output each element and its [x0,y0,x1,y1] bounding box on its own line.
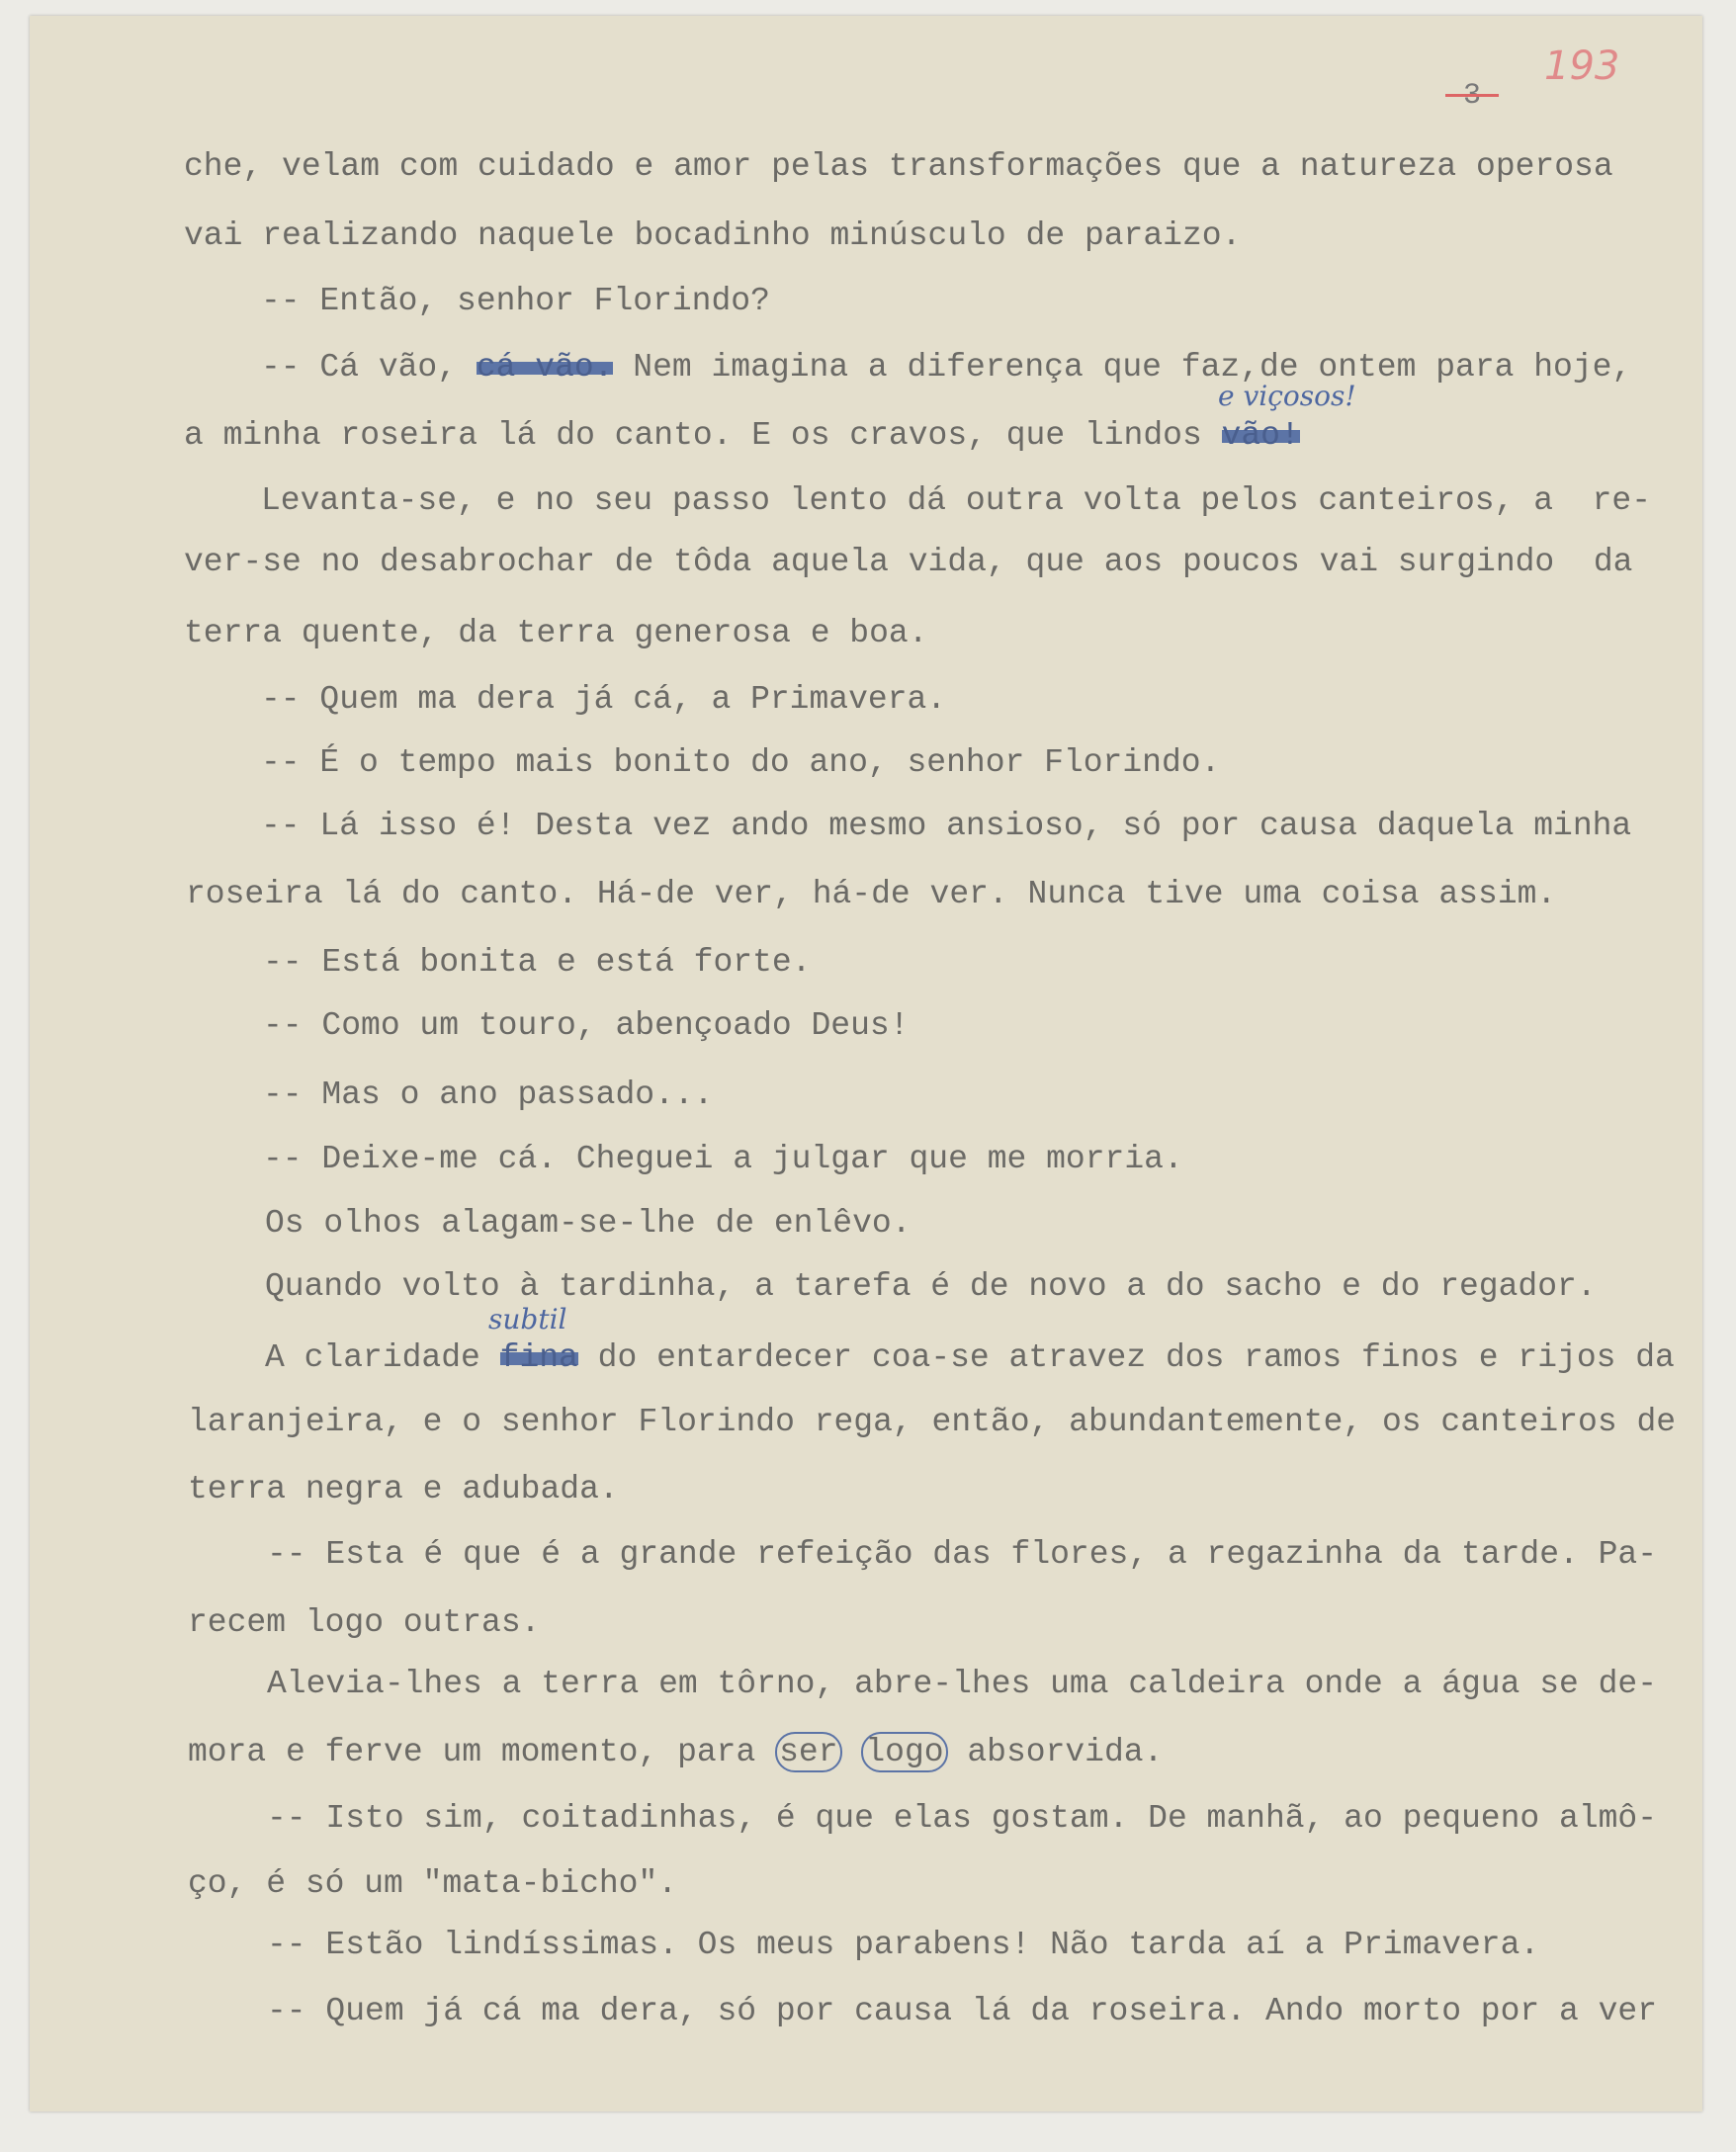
text-line: -- Quem já cá ma dera, só por causa lá da roseira. Ando morto por a ver [267,1993,1658,2029]
text-line: -- Estão lindíssimas. Os meus parabens! Não tarda aí a Primavera. [267,1927,1540,1963]
text-line: Levanta-se, e no seu passo lento dá outra volta pelos canteiros, a re- [261,482,1652,519]
text-line: roseira lá do canto. Há-de ver, há-de ver. Nunca tive uma coisa assim. [186,876,1557,912]
text-line: -- Deixe-me cá. Cheguei a julgar que me morria. [263,1141,1183,1177]
text-line: -- Isto sim, coitadinhas, é que elas gostam. De manhã, ao pequeno almô- [267,1800,1658,1837]
text-line: terra negra e adubada. [188,1471,619,1507]
struck-page-number: -3- [1445,79,1500,113]
struck-text: fina [499,1339,578,1376]
struck-text: cá vão. [476,349,614,386]
circled-text: ser [775,1732,841,1772]
text: A claridade [265,1339,500,1376]
text: absorvida. [947,1734,1164,1770]
text-line [265,1338,1675,1378]
text-line: -- Como um touro, abençoado Deus! [263,1007,910,1044]
text: -- Cá vão, [261,349,458,386]
text-line: Alevia-lhes a terra em tôrno, abre-lhes uma caldeira onde a água se de- [267,1666,1658,1702]
text-line [188,1733,1163,1772]
text-line: -- Quem ma dera já cá, a Primavera. [261,681,947,718]
text-line: -- Esta é que é a grande refeição das flores, a regazinha da tarde. Pa- [267,1536,1658,1573]
text-line: Quando volto à tardinha, a tarefa é de novo a do sacho e do regador. [265,1268,1597,1305]
text-line: recem logo outras. [188,1604,541,1641]
text-line [184,416,1300,456]
text-line: ço, é só um "mata-bicho". [188,1865,678,1902]
text-line: -- É o tempo mais bonito do ano, senhor Florindo. [261,744,1221,781]
typewritten-page [30,16,1702,2111]
handwritten-insertion: subtil [488,1303,567,1335]
text-line: laranjeira, e o senhor Florindo rega, então, abundantemente, os canteiros de [188,1404,1677,1440]
text-line: -- Então, senhor Florindo? [261,283,770,319]
text: mora e ferve um momento, para [188,1734,776,1770]
text-line: vai realizando naquele bocadinho minúsculo de paraizo. [184,217,1242,254]
text-line: terra quente, da terra generosa e boa. [184,615,928,651]
text-line: che, velam com cuidado e amor pelas transformações que a natureza operosa [184,148,1613,185]
circled-text: logo [861,1732,947,1772]
text-line: -- Lá isso é! Desta vez ando mesmo ansioso, só por causa daquela minha [261,808,1632,844]
text: do entardecer coa-se atravez dos ramos finos e rijos da [577,1339,1675,1376]
struck-text: vão! [1221,417,1300,454]
text: Nem imagina a diferença que faz,de ontem para hoje, [613,349,1632,386]
text-line: ver-se no desabrochar de tôda aquela vida, que aos poucos vai surgindo da [184,544,1633,580]
text-line: -- Mas o ano passado... [263,1076,714,1113]
text-line: -- Está bonita e está forte. [263,944,812,981]
handwritten-insertion: e viçosos! [1218,380,1356,412]
text-line: Os olhos alagam-se-lhe de enlêvo. [265,1205,911,1242]
text: a minha roseira lá do canto. E os cravos, que lindos [184,417,1222,454]
handwritten-page-number: 193 [1544,43,1620,89]
text-line [261,348,1631,387]
